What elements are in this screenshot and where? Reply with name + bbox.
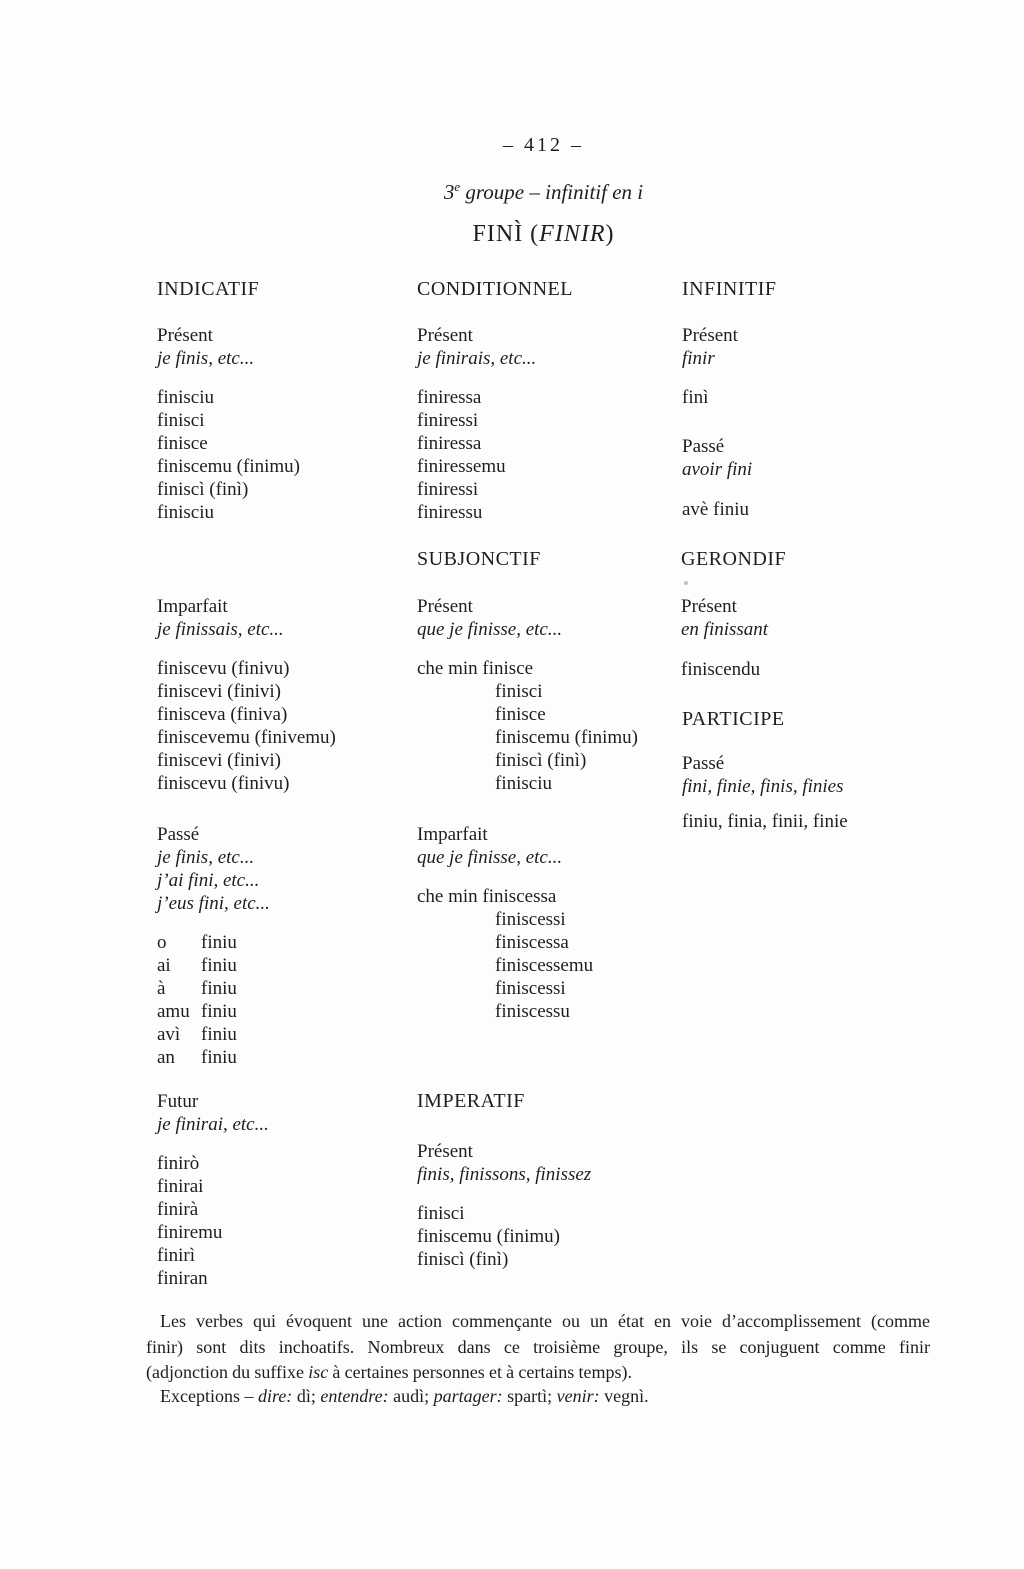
verb-form: avè finiu	[682, 499, 750, 520]
exceptions-line	[146, 1386, 930, 1407]
verb-form	[157, 954, 407, 977]
tense-label: Présent	[681, 596, 737, 617]
tense-label: Présent	[157, 325, 213, 346]
verb-forms	[417, 657, 675, 795]
tense-label: Imparfait	[417, 824, 488, 845]
conditionnel-header: CONDITIONNEL	[417, 278, 573, 300]
verb-form: finirì	[157, 1245, 195, 1266]
subjonctif-header: SUBJONCTIF	[417, 548, 541, 570]
french-model: avoir fini	[682, 459, 753, 480]
verb-form: finisciu	[495, 773, 552, 794]
aux-word: avì	[157, 1024, 181, 1045]
aux-word: an	[157, 1047, 175, 1068]
verb-form: finiscì (finì)	[157, 479, 249, 500]
verb-form: finisce	[157, 433, 208, 454]
verb-form: finiran	[157, 1268, 208, 1289]
gerondif-block	[681, 595, 921, 681]
participle-word: finiu	[201, 1001, 237, 1022]
imperatif-present-block	[417, 1140, 697, 1271]
verb-forms	[157, 386, 407, 524]
participle-word: finiu	[201, 1024, 237, 1045]
french-model: j’eus fini, etc...	[157, 893, 270, 914]
tense-label: Présent	[417, 325, 473, 346]
footnote-line: Les verbes qui évoquent une action commençante ou un état en voie d’accomplissement (comme	[160, 1311, 930, 1331]
tense-label: Présent	[417, 596, 473, 617]
title-close: )	[605, 221, 615, 247]
suffix-isc-italic: isc	[308, 1362, 329, 1382]
participe-block	[682, 752, 942, 833]
french-model: finis, finissons, finissez	[417, 1164, 592, 1185]
exceptions-prefix: Exceptions –	[160, 1386, 258, 1406]
title-roman: FINÌ (	[472, 221, 540, 247]
french-model: que je finisse, etc...	[417, 619, 563, 640]
participle-word: finiu	[201, 978, 237, 999]
verb-forms	[157, 931, 407, 1069]
french-model: que je finisse, etc...	[417, 847, 563, 868]
subjonctif-present-block	[417, 595, 675, 795]
verb-form: che min finiscessa	[417, 886, 557, 907]
verb-form: finiscessi	[495, 909, 566, 930]
verb-forms	[417, 386, 672, 524]
verb-forms	[157, 657, 422, 795]
verb-form	[157, 977, 407, 1000]
title-italic: FINIR	[539, 221, 606, 247]
indicatif-passe-block	[157, 823, 407, 1069]
exception-corsican: audì;	[388, 1386, 434, 1406]
verb-form: finiscevu (finivu)	[157, 773, 290, 794]
verb-form: finiscemu (finimu)	[495, 727, 638, 748]
verb-form: finiscessemu	[495, 955, 594, 976]
footnote-line	[146, 1360, 930, 1386]
verb-form	[157, 931, 407, 954]
aux-word: amu	[157, 1001, 190, 1022]
french-model: j’ai fini, etc...	[157, 870, 260, 891]
verb-form: finisce	[495, 704, 546, 725]
verb-forms	[417, 1202, 697, 1271]
verb-forms	[157, 1152, 407, 1290]
verb-form: finiscì (finì)	[417, 1249, 509, 1270]
imperatif-header: IMPERATIF	[417, 1090, 525, 1112]
indicatif-present-block	[157, 324, 407, 524]
participle-word: finiu	[201, 932, 237, 953]
footnote-segment: (adjonction du suffixe	[146, 1362, 309, 1382]
exception-corsican: vegnì.	[599, 1386, 649, 1406]
french-model: finir	[682, 348, 715, 369]
footnote-line: finir) sont dits inchoatifs. Nombreux dans ce troisième groupe, ils se conjuguent comme finir	[146, 1336, 930, 1357]
french-model: je finis, etc...	[157, 847, 255, 868]
indicatif-header: INDICATIF	[157, 278, 260, 300]
subjonctif-imparfait-block	[417, 823, 675, 1023]
verb-form: finirai	[157, 1176, 204, 1197]
aux-word: à	[157, 978, 166, 999]
exception-french: dire:	[257, 1386, 293, 1406]
subtitle-base: 3	[443, 180, 455, 204]
verb-form: che min finisce	[417, 658, 534, 679]
aux-word: o	[157, 932, 167, 953]
participle-word: finiu	[201, 1047, 237, 1068]
exception-french: venir:	[556, 1386, 600, 1406]
verb-form: finiscemu (finimu)	[417, 1226, 560, 1247]
tense-label: Passé	[157, 824, 200, 845]
verb-form: finiressi	[417, 410, 479, 431]
verb-form: finiscevu (finivu)	[157, 658, 290, 679]
verb-form: finirò	[157, 1153, 200, 1174]
page-number: – 412 –	[503, 134, 584, 156]
tense-label: Présent	[682, 325, 738, 346]
page-title	[157, 221, 930, 248]
verb-form: finiscì (finì)	[495, 750, 587, 771]
verb-form: finiscevi (finivi)	[157, 750, 281, 771]
verb-forms	[417, 885, 675, 1023]
conditionnel-present-block	[417, 324, 672, 524]
verb-form: finiressa	[417, 433, 482, 454]
infinitif-header: INFINITIF	[682, 278, 777, 300]
footnote-paragraph	[146, 1309, 930, 1386]
exception-french: partager:	[433, 1386, 503, 1406]
tense-label: Passé	[682, 436, 725, 457]
verb-form	[157, 1000, 407, 1023]
scan-artifact-dot	[684, 581, 688, 585]
exception-corsican: dì;	[292, 1386, 321, 1406]
verb-form: finiscendu	[681, 659, 761, 680]
tense-label: Passé	[682, 753, 725, 774]
verb-form: finì	[682, 387, 709, 408]
verb-form: finiscevi (finivi)	[157, 681, 281, 702]
verb-form: finiressi	[417, 479, 479, 500]
verb-form: finiscevemu (finivemu)	[157, 727, 336, 748]
verb-form: finiressu	[417, 502, 483, 523]
verb-form: finisciu	[157, 502, 214, 523]
french-model: en finissant	[681, 619, 769, 640]
verb-form: finiressa	[417, 387, 482, 408]
verb-form: finisci	[495, 681, 543, 702]
verb-form: finisci	[157, 410, 205, 431]
exception-corsican: spartì;	[502, 1386, 557, 1406]
participe-header: PARTICIPE	[682, 708, 785, 730]
verb-form	[157, 1023, 407, 1046]
verb-form: finisciu	[157, 387, 214, 408]
verb-form: finisceva (finiva)	[157, 704, 288, 725]
infinitif-block	[682, 324, 922, 521]
gerondif-header: GERONDIF	[681, 548, 787, 570]
indicatif-imparfait-block	[157, 595, 422, 795]
footnote-segment: à certaines personnes et à certains temps).	[328, 1362, 633, 1382]
verb-form: finiremu	[157, 1222, 223, 1243]
indicatif-futur-block	[157, 1090, 407, 1290]
french-model: je finirais, etc...	[417, 348, 537, 369]
verb-form: finiscemu (finimu)	[157, 456, 300, 477]
verb-form: finiscessi	[495, 978, 566, 999]
tense-label: Présent	[417, 1141, 473, 1162]
french-model: je finirai, etc...	[157, 1114, 269, 1135]
tense-label: Imparfait	[157, 596, 228, 617]
french-model: je finissais, etc...	[157, 619, 284, 640]
verb-form: finirà	[157, 1199, 199, 1220]
participle-word: finiu	[201, 955, 237, 976]
group-subtitle	[157, 179, 930, 205]
exception-french: entendre:	[320, 1386, 389, 1406]
verb-form: finiscessu	[495, 1001, 570, 1022]
french-model: je finis, etc...	[157, 348, 255, 369]
subtitle-superscript: e	[454, 179, 461, 194]
verb-form: finiscessa	[495, 932, 569, 953]
tense-label: Futur	[157, 1091, 199, 1112]
verb-form: finiu, finia, finii, finie	[682, 811, 848, 832]
verb-form: finisci	[417, 1203, 465, 1224]
aux-word: ai	[157, 955, 171, 976]
subtitle-rest: groupe – infinitif en i	[460, 180, 644, 204]
french-model: fini, finie, finis, finies	[682, 776, 844, 797]
verb-form: finiressemu	[417, 456, 506, 477]
verb-form	[157, 1046, 407, 1069]
